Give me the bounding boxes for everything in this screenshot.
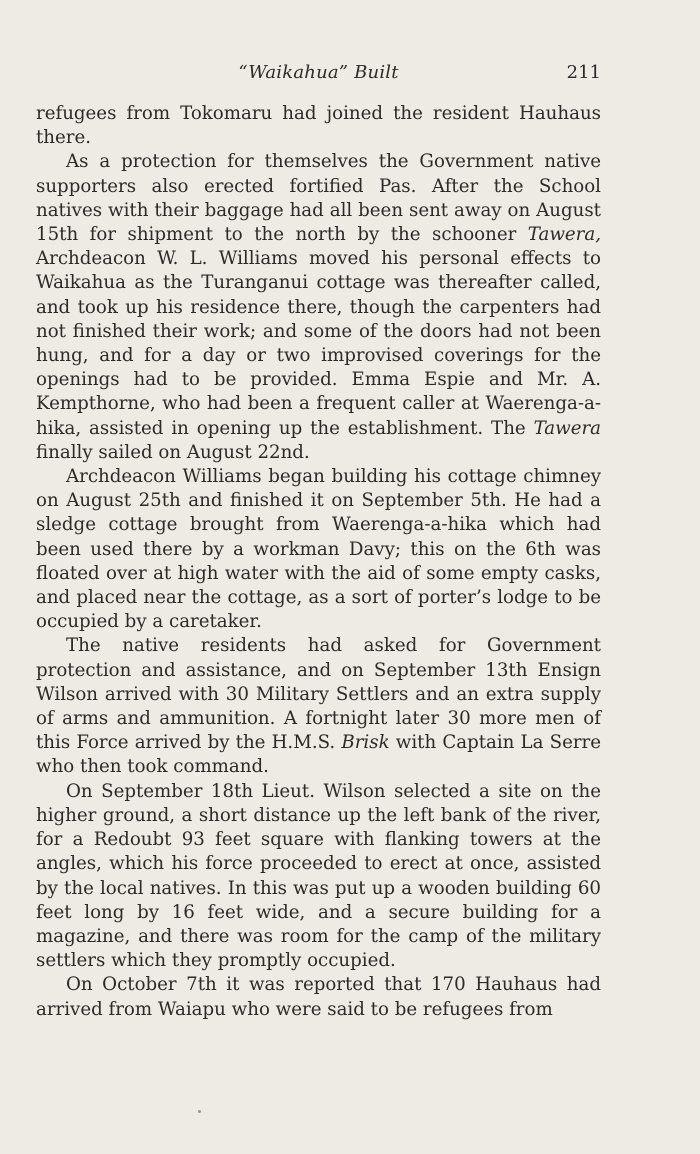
body-text bbox=[36, 102, 601, 1022]
paragraph bbox=[36, 150, 601, 465]
page-number: 211 bbox=[566, 62, 601, 83]
paragraph bbox=[36, 973, 601, 1021]
paragraph bbox=[36, 780, 601, 974]
paragraph-text: finally sailed on August 22nd. bbox=[36, 441, 310, 463]
italic-text: Brisk bbox=[341, 732, 390, 754]
running-head bbox=[36, 62, 601, 88]
paragraph-text: On September 18th Lieut. Wilson selected a site on the higher ground, a short distance up the left bank of the river, for a Redoubt 93 feet square with flanking towers at the angles, which his force proceeded to erect at once, assisted by the local natives. In this was put up a wooden building 60 feet long by 16 feet wide, and a secure building for a magazine, and there was room for the camp of the military settlers which they promptly occupied. bbox=[36, 780, 601, 972]
paragraph-text: with Captain La Serre who then took command. bbox=[36, 732, 601, 778]
running-title: “Waikahua” Built bbox=[238, 62, 399, 83]
paper-speck bbox=[198, 1110, 201, 1113]
paragraph-text: Archdeacon W. L. Williams moved his personal effects to Waikahua as the Turanganui cottage was thereafter called, and took up his residence there, though the carpenters had not finished their work; and some of the doors had not been hung, and for a day or two improvised coverings for the openings had to be provided. Emma Espie and Mr. A. Kempthorne, who had been a frequent caller at Waerenga-a-hika, assisted in opening up the establishment. The bbox=[36, 248, 601, 439]
paragraph-text: refugees from Tokomaru had joined the resident Hauhaus there. bbox=[36, 103, 601, 149]
italic-text: Tawera bbox=[533, 417, 601, 439]
paragraph bbox=[36, 102, 601, 150]
paragraph bbox=[36, 465, 601, 634]
paragraph-text: As a protection for themselves the Government native supporters also erected fortified Pas. After the School natives with their baggage had all been sent away on August 15th for shipment to the north by the schooner bbox=[36, 151, 601, 246]
paragraph bbox=[36, 634, 601, 779]
paragraph-text: The native residents had asked for Government protection and assistance, and on September 13th Ensign Wilson arrived with 30 Military Settlers and an extra supply of arms and ammunition. A fortnight later 30 more men of this Force arrived by the H.M.S. bbox=[36, 635, 601, 754]
paragraph-text: On October 7th it was reported that 170 Hauhaus had arrived from Waiapu who were said to be refugees from bbox=[36, 974, 601, 1020]
italic-text: Tawera, bbox=[527, 224, 601, 246]
paragraph-text: Archdeacon Williams began building his cottage chimney on August 25th and finished it on September 5th. He had a sledge cottage brought from Waerenga-a-hika which had been used there by a workman Davy; this on the 6th was floated over at high water with the aid of some empty casks, and placed near the cottage, as a sort of porter’s lodge to be occupied by a caretaker. bbox=[36, 466, 601, 633]
